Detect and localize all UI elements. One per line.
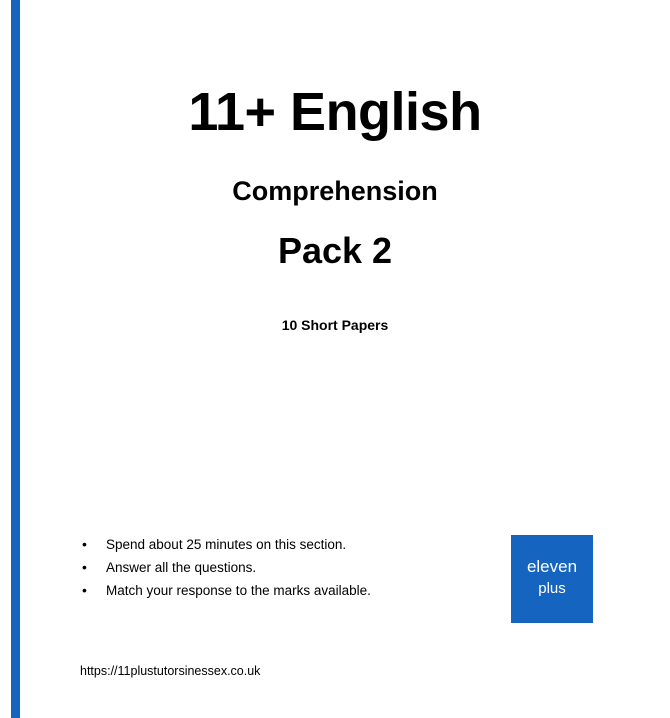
page-content [20,0,670,718]
page-title: 11+ English [188,82,482,142]
bullet-icon: • [82,536,87,552]
list-item [80,556,510,579]
list-item [80,533,510,556]
left-accent-bar [11,0,20,718]
instruction-text: Answer all the questions. [106,560,257,575]
bullet-icon: • [82,582,87,598]
logo-line-eleven: eleven [526,557,578,576]
instruction-text: Spend about 25 minutes on this section. [106,537,347,552]
list-item [80,579,510,602]
instruction-text: Match your response to the marks available. [106,583,371,598]
bullet-icon: • [82,559,87,575]
eleven-plus-logo [511,535,593,623]
footer-url[interactable]: https://11plustutorsinessex.co.uk [80,664,261,678]
papers-note: 10 Short Papers [281,317,389,333]
page-subtitle: Comprehension [232,176,438,206]
pack-label: Pack 2 [277,230,393,271]
logo-line-plus: plus [538,580,566,597]
instructions-list [80,533,510,602]
